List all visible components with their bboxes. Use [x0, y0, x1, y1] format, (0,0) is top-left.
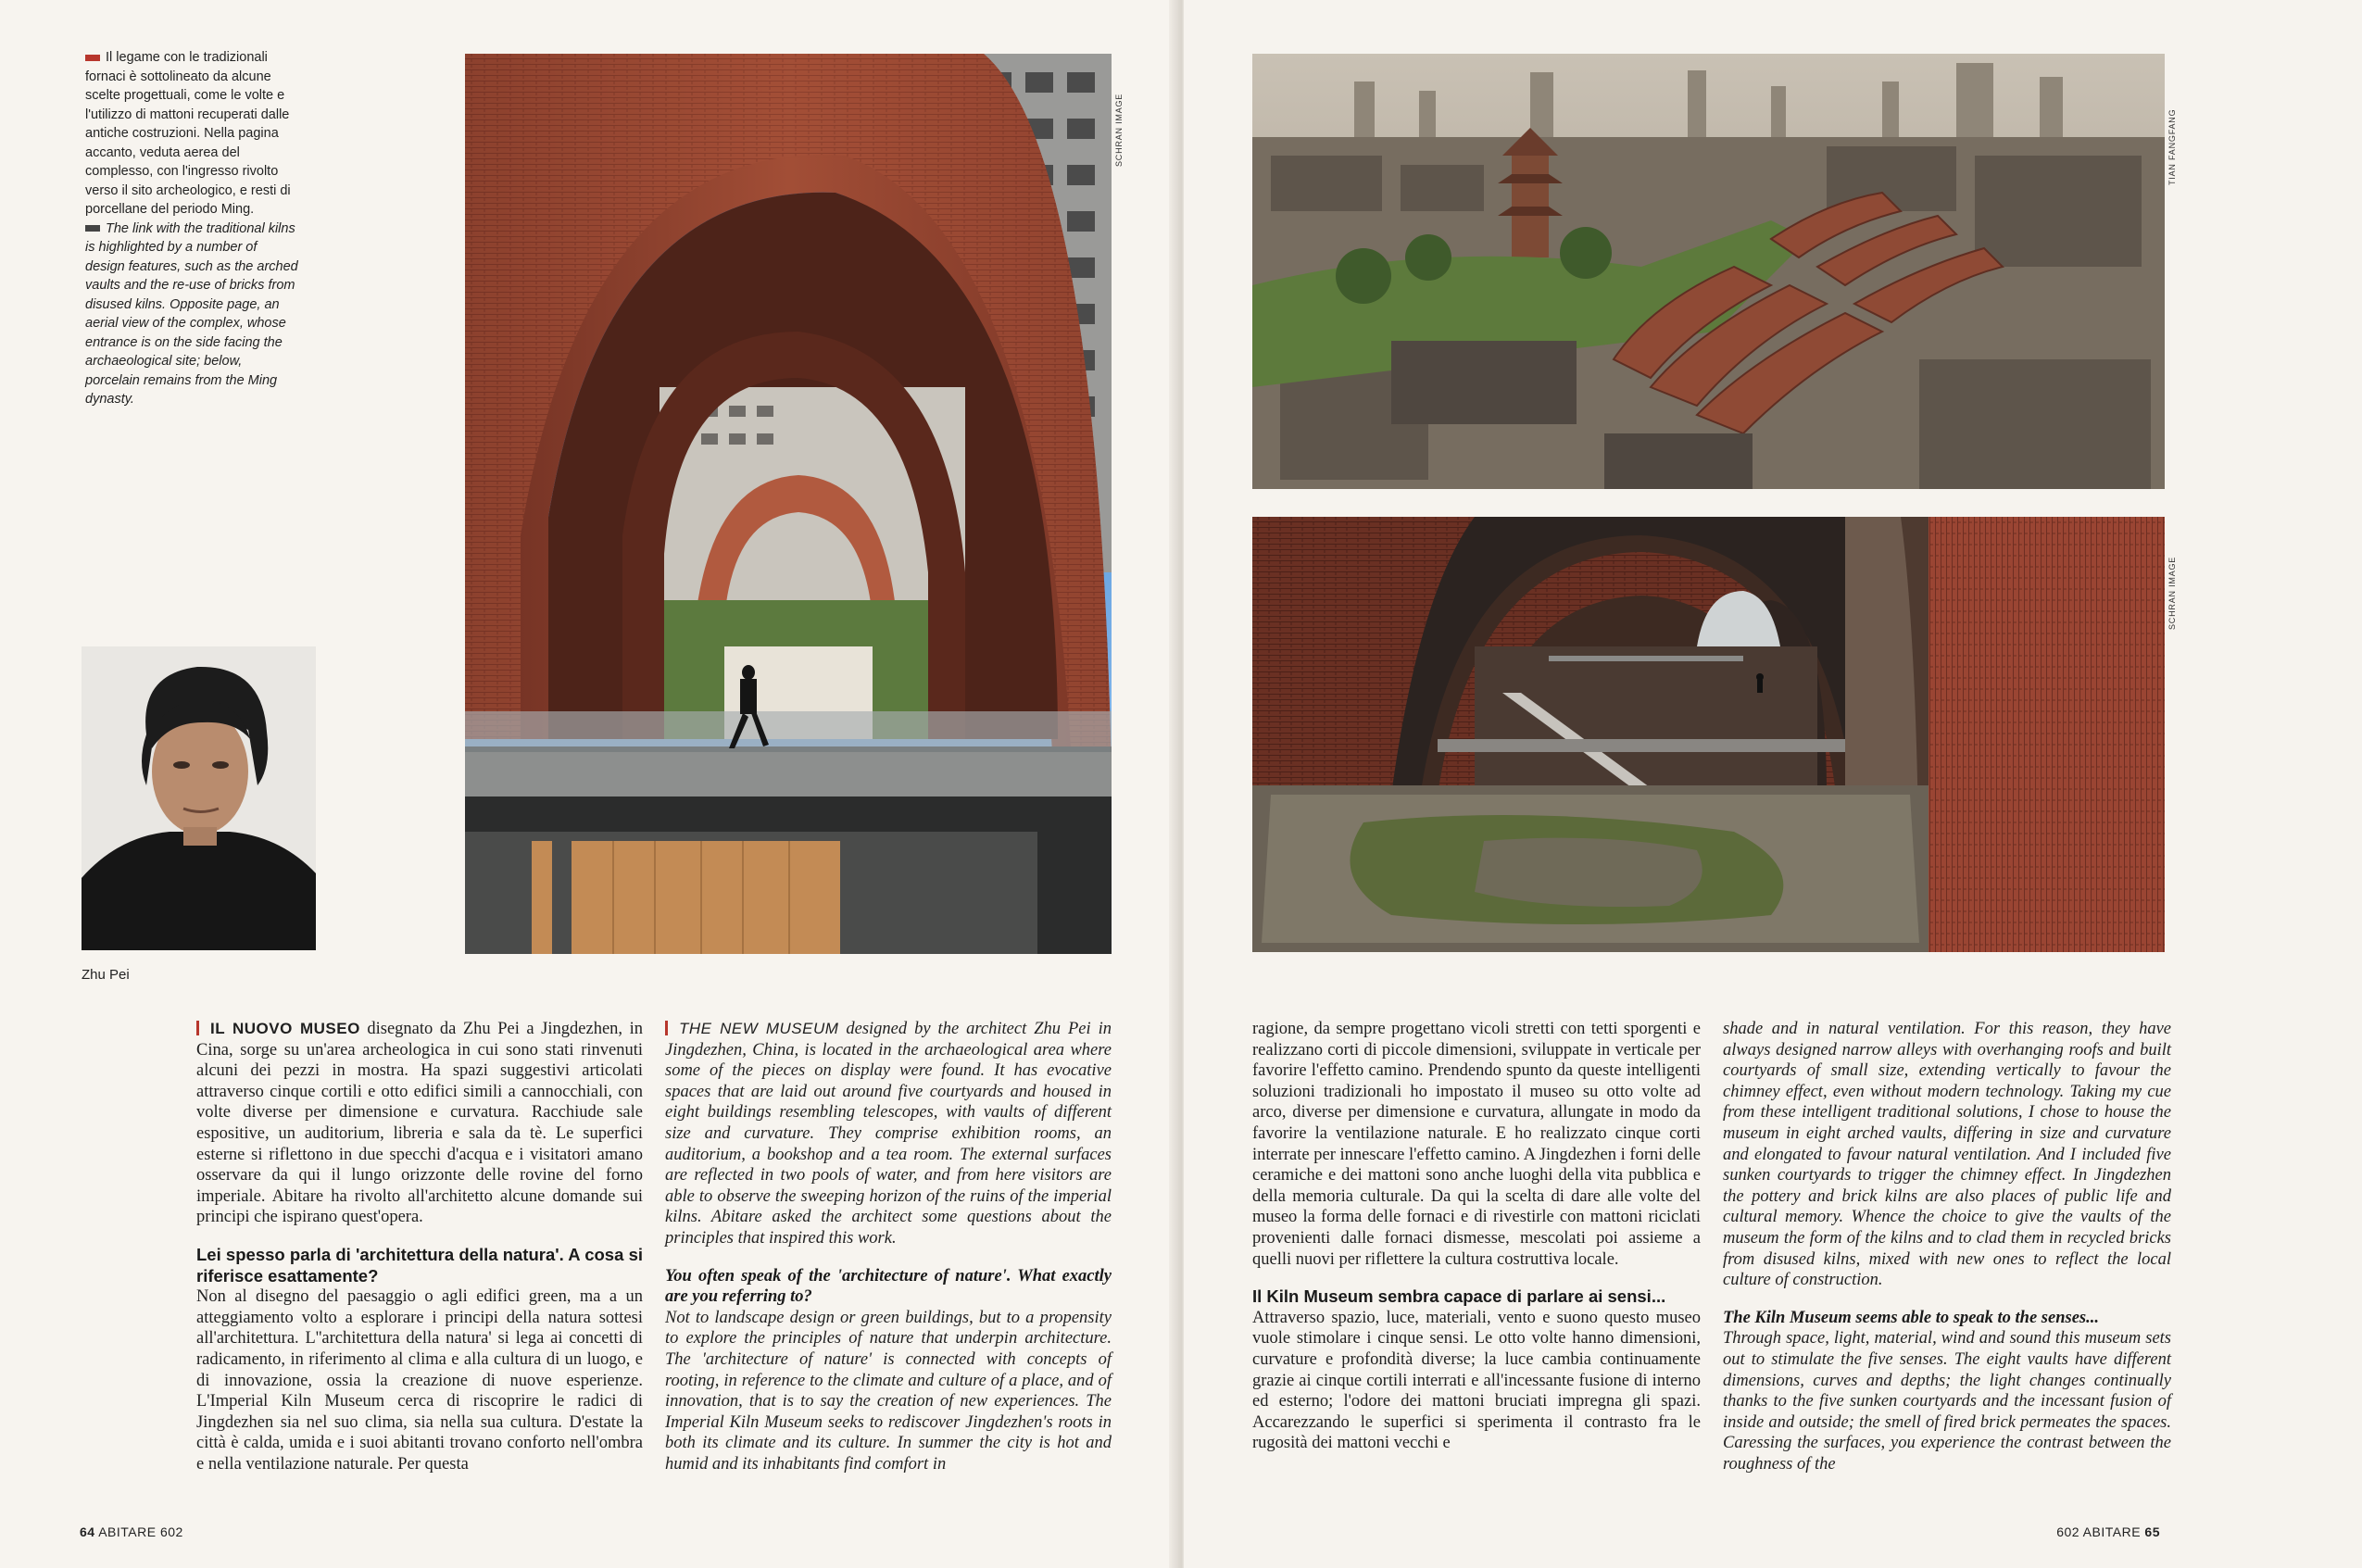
photo-caption — [85, 48, 300, 409]
portrait-photo — [82, 646, 316, 950]
magazine-issue: ABITARE 602 — [98, 1524, 183, 1539]
caption-english: The link with the traditional kilns is highlighted by a number of design features, such as the arched vaults and the re-use of bricks from disused kilns. Opposite page, an aerial view of the complex, whose entrance is on the side facing the archaeological site; below, porcelain remains from the Ming dynasty. — [85, 220, 298, 407]
interview-question: The Kiln Museum seems able to speak to the senses... — [1723, 1308, 2099, 1327]
interview-answer: Attraverso spazio, luce, materiali, vento e suono questo museo vuole stimolare i cinque sensi. Le otto volte hanno dimensioni, curvature e profondità diverse; la luce cambia continuamente grazie ai cinque cortili interrati e all'incessante fusione di interno ed esterno; l'odore dei mattoni bruciati impregna gli spazi. Accarezzando le superfici si sperimenta il contrasto fra le rugosità dei mattoni vecchi e — [1252, 1308, 1701, 1453]
right-page — [1184, 0, 2362, 1568]
interview-question: Il Kiln Museum sembra capace di parlare ai sensi... — [1252, 1286, 1666, 1307]
text-column-italian-continued — [1252, 1019, 1701, 1454]
lead-word: IL NUOVO MUSEO — [210, 1020, 360, 1037]
left-page — [0, 0, 1178, 1568]
courtyard-photo — [1252, 517, 2165, 952]
body-paragraph: shade and in natural ventilation. For this reason, they have always designed narrow alleys with overhanging roofs and built courtyards of small size, extending vertically to favour the chimney effect, even without modern technology. Taking my cue from these intelligent traditional solutions, I chose to house the museum in eight arched vaults, differing in size and curvature and elongated to favour natural ventilation. And I included five sunken courtyards to trigger the chimney effect. In Jingdezhen the pottery and brick kilns are also places of public life and cultural memory. Whence the choice to give the vaults of the museum the form of the kilns and to clad them in recycled bricks from disused kilns, mixed with new ones to reflect the local culture of construction. — [1723, 1020, 2171, 1290]
body-paragraph: ragione, da sempre progettano vicoli stretti con tetti sporgenti e realizzano corti di piccole dimensioni, sviluppate in verticale per favorire l'effetto camino. Prendendo spunto da queste intelligenti soluzioni tradizionali ho impostato il museo su otto volte ad arco, diverse per dimensione e curvatura, allungate in modo da favorire la ventilazione naturale. E ho realizzato cinque corti interrate per innescare l'effetto camino. A Jingdezhen i forni delle ceramiche e dei mattoni sono anche luoghi della vita pubblica e della memoria culturale. Da qui la scelta di dare alle volte del museo la forma delle fornaci e di rivestirle con mattoni riciclati provenienti dalle fornaci dismesse, mescolati poi assieme a quelli nuovi per riflettere la cultura costruttiva locale. — [1252, 1020, 1701, 1269]
magazine-issue: 602 ABITARE — [2056, 1524, 2142, 1539]
portrait-name: Zhu Pei — [82, 967, 130, 983]
caption-marker-dark — [85, 225, 100, 232]
caption-marker-red — [85, 55, 100, 61]
text-column-italian — [196, 1019, 643, 1474]
lead-marker — [196, 1021, 199, 1035]
main-arch-photo — [465, 54, 1112, 954]
interview-question: You often speak of the 'architecture of nature'. What exactly are you referring to? — [665, 1266, 1112, 1307]
photo-credit-bottom: SCHRAN IMAGE — [2167, 556, 2177, 630]
interview-question: Lei spesso parla di 'architettura della natura'. A cosa si riferisce esattamente? — [196, 1244, 643, 1286]
caption-italian: Il legame con le tradizionali fornaci è sottolineato da alcune scelte progettuali, come le volte e l'utilizzo di mattoni recuperati dalle antiche costruzioni. Nella pagina accanto, veduta aerea del complesso, con l'ingresso rivolto verso il sito archeologico, e resti di porcellane del periodo Ming. — [85, 50, 291, 217]
page-number: 65 — [2144, 1524, 2160, 1539]
photo-credit-top: TIAN FANGFANG — [2167, 108, 2177, 185]
text-column-english-continued — [1723, 1019, 2171, 1474]
text-column-english — [665, 1019, 1112, 1474]
interview-answer: Non al disegno del paesaggio o agli edifici green, ma a un atteggiamento volto a esplorare i principi della natura sottesi all'architettura. L''architettura della natura' si lega ai concetti di radicamento, in riferimento al clima e alla cultura di un luogo, e di innovazione, ossia la creazione di nuove esperienze. L'Imperial Kiln Museum cerca di riscoprire le radici di Jingdezhen sia nel suo clima, sia nella sua cultura. D'estate la città è calda, umida e i suoi abitanti trovano conforto nell'ombra e nella ventilazione naturale. Per questa — [196, 1287, 643, 1474]
photo-credit: SCHRAN IMAGE — [1114, 93, 1124, 167]
interview-answer: Not to landscape design or green buildings, but to a propensity to explore the principles of nature that underpin architecture. The 'architecture of nature' is connected with concepts of rooting, in reference to the climate and culture of a place, and of innovation, that is to say the creation of new experiences. The Imperial Kiln Museum seeks to rediscover Jingdezhen's roots in both its climate and its culture. In summer the city is hot and humid and its inhabitants find comfort in — [665, 1308, 1112, 1474]
page-number: 64 — [80, 1524, 95, 1539]
aerial-photo — [1252, 54, 2165, 489]
folio-left — [80, 1524, 183, 1539]
intro-text: disegnato da Zhu Pei a Jingdezhen, in Cina, sorge su un'area archeologica in cui sono stati rinvenuti alcuni dei pezzi in mostra. Ha spazi suggestivi articolati attraverso cinque cortili e otto edifici simili a cannocchiali, con volte diverse per dimensione e curvatura. Racchiude sale espositive, un auditorium, libreria e sala da tè. Le superfici esterne si riflettono in due specchi d'acqua e i visitatori amano osservare da qui il lungo orizzonte delle rovine del forno imperiale. Abitare ha rivolto all'architetto alcune domande sui principi che ispirano quest'opera. — [196, 1020, 643, 1227]
intro-text: designed by the architect Zhu Pei in Jingdezhen, China, is located in the archaeological area where some of the pieces on display were found. It has evocative spaces that are laid out around five courtyards and housed in eight buildings resembling telescopes, with vaults of different size and curvature. They comprise exhibition rooms, an auditorium, a bookshop and a tea room. The external surfaces are reflected in two pools of water, and from here visitors are able to observe the sweeping horizon of the ruins of the imperial kilns. Abitare asked the architect some questions about the principles that inspired this work. — [665, 1020, 1112, 1248]
lead-marker — [665, 1021, 668, 1035]
interview-answer: Through space, light, material, wind and sound this museum sets out to stimulate the five senses. The eight vaults have different dimensions, curves and depths; the light changes continually thanks to the five sunken courtyards and the incessant fusion of inside and outside; the smell of fired brick permeates the spaces. Caressing the surfaces, you experience the contrast between the roughness of the — [1723, 1329, 2171, 1474]
folio-right — [2056, 1524, 2160, 1539]
lead-word: THE NEW MUSEUM — [679, 1020, 839, 1037]
